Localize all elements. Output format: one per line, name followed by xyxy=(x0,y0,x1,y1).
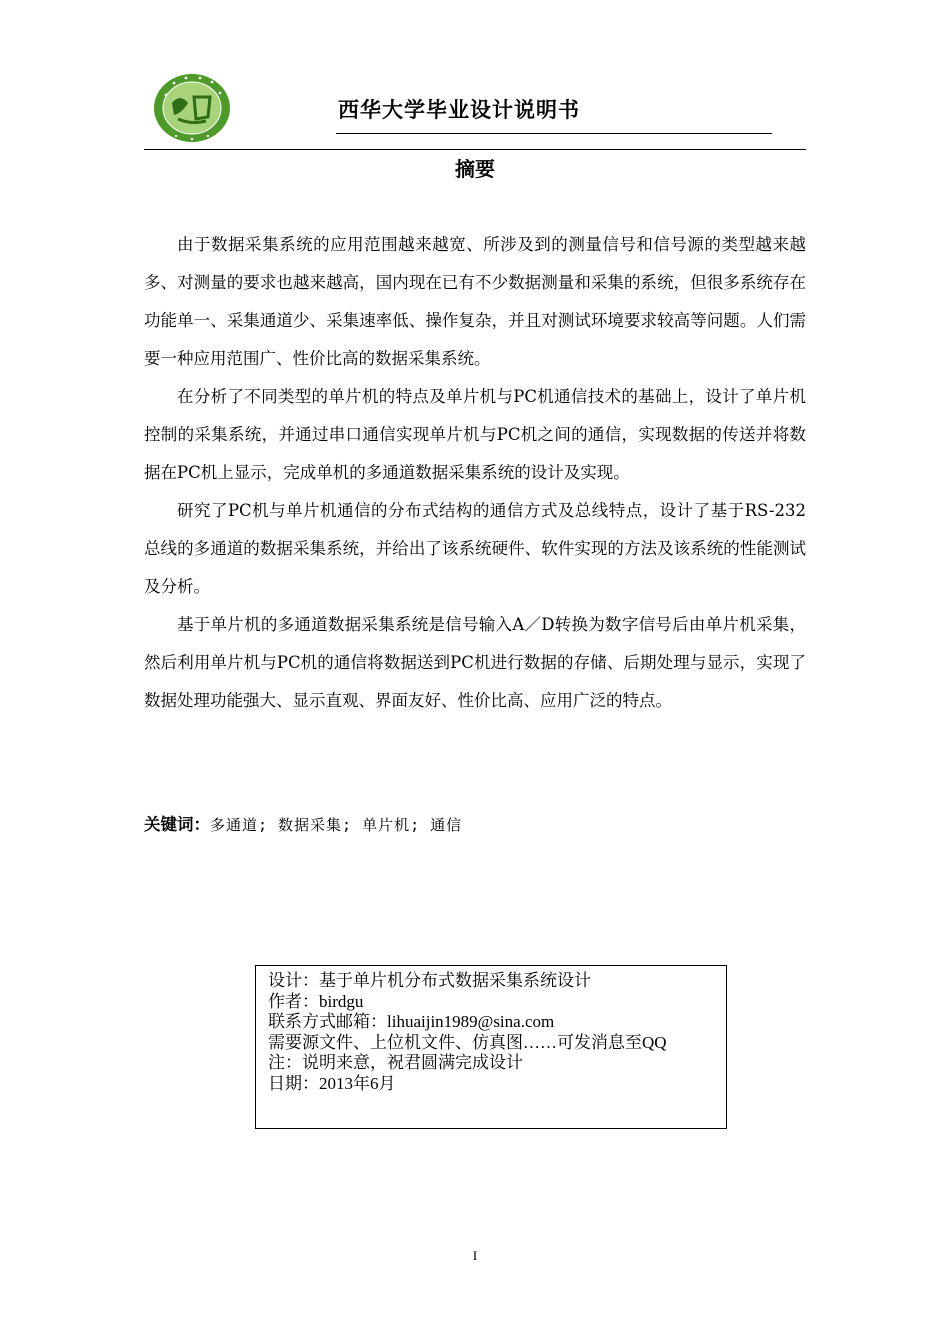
university-logo xyxy=(152,73,232,143)
page-number: I xyxy=(472,1248,478,1263)
info-contact: 联系方式邮箱：lihuaijin1989@sina.com xyxy=(268,1012,555,1031)
info-date: 日期：2013年6月 xyxy=(268,1073,396,1093)
info-design: 设计：基于单片机分布式数据采集系统设计 xyxy=(268,971,591,990)
keywords-values: 多通道; 数据采集; 单片机; 通信 xyxy=(210,816,463,834)
abstract-body xyxy=(144,226,806,720)
university-seal-icon xyxy=(152,73,232,143)
keywords-line xyxy=(144,811,462,835)
header-divider xyxy=(144,149,806,150)
info-request: 需要源文件、上位机文件、仿真图……可发消息至QQ xyxy=(268,1032,667,1052)
info-note: 注：说明来意，祝君圆满完成设计 xyxy=(268,1053,523,1072)
abstract-heading: 摘要 xyxy=(455,157,495,181)
abstract-paragraph: 基于单片机的多通道数据采集系统是信号输入A／D转换为数字信号后由单片机采集，然后利用单片机与PC机的通信将数据送到PC机进行数据的存储、后期处理与显示，实现了数据处理功能强大、显示直观、界面友好、性价比高、应用广泛的特点。 xyxy=(144,615,806,710)
abstract-paragraph: 由于数据采集系统的应用范围越来越宽、所涉及到的测量信号和信号源的类型越来越多、对测量的要求也越来越高，国内现在已有不少数据测量和采集的系统，但很多系统存在功能单一、采集通道少、采集速率低、操作复杂，并且对测试环境要求较高等问题。人们需要一种应用范围广、性价比高的数据采集系统。 xyxy=(144,235,806,368)
header-underline xyxy=(336,133,772,134)
keywords-label: 关键词： xyxy=(144,815,210,834)
info-box xyxy=(255,965,727,1129)
header-title: 西华大学毕业设计说明书 xyxy=(338,98,580,122)
abstract-paragraph: 在分析了不同类型的单片机的特点及单片机与PC机通信技术的基础上，设计了单片机控制的采集系统，并通过串口通信实现单片机与PC机之间的通信，实现数据的传送并将数据在PC机上显示，完成单机的多通道数据采集系统的设计及实现。 xyxy=(144,387,806,482)
info-author: 作者：birdgu xyxy=(268,991,364,1011)
abstract-paragraph: 研究了PC机与单片机通信的分布式结构的通信方式及总线特点，设计了基于RS-232总线的多通道的数据采集系统，并给出了该系统硬件、软件实现的方法及该系统的性能测试及分析。 xyxy=(144,501,806,596)
